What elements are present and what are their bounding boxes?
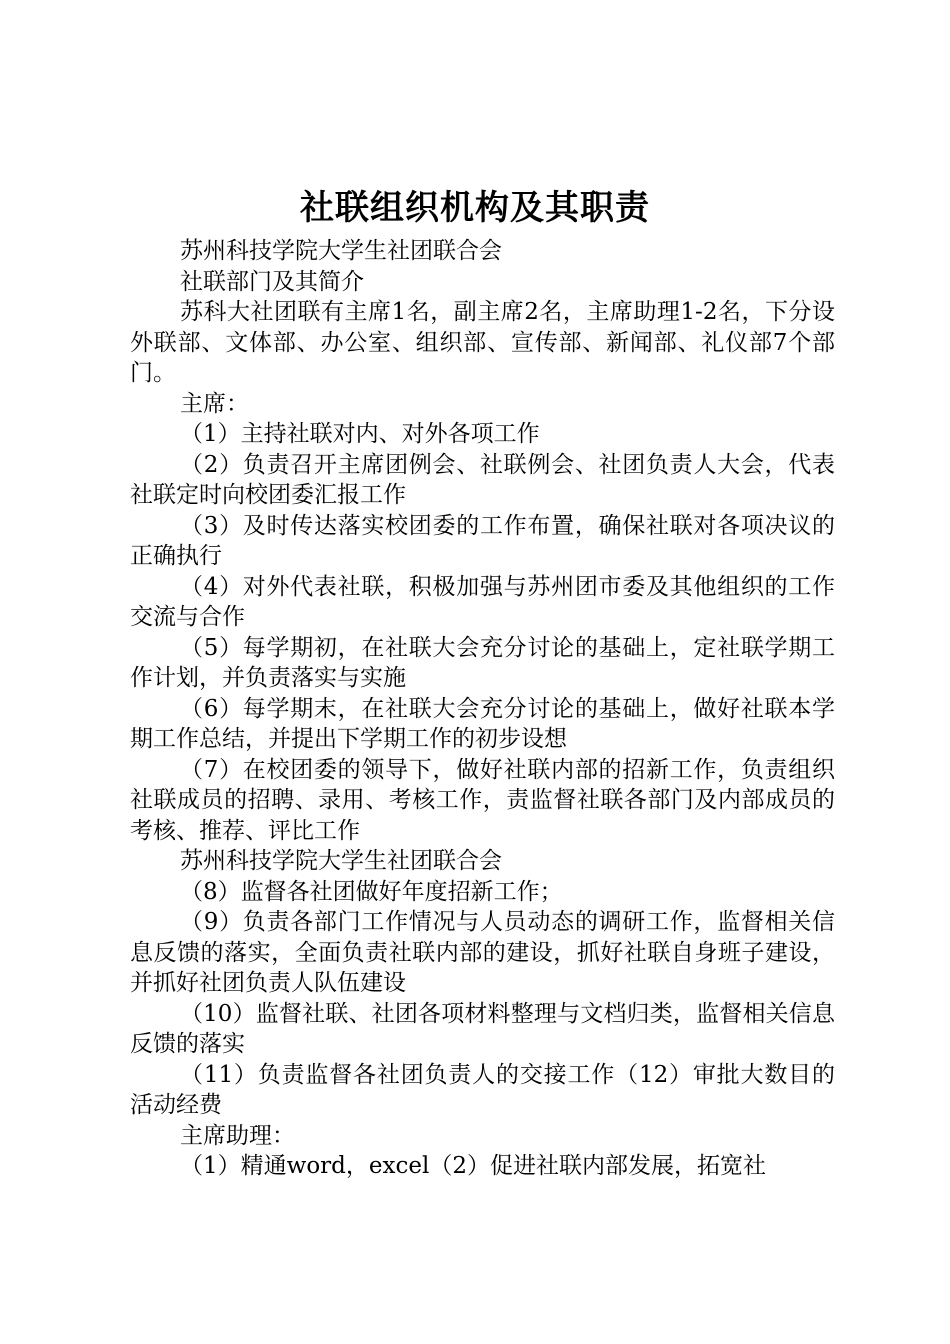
paragraph-chair-heading: 主席： [180, 390, 249, 417]
paragraph-duty-4: （4）对外代表社联，积极加强与苏州团市委及其他组织的工作交流与合作 [130, 573, 835, 630]
paragraph-duty-10: （10）监督社联、社团各项材料整理与文档归类，监督相关信息反馈的落实 [130, 1000, 835, 1057]
paragraph-duty-2: （2）负责召开主席团例会、社联例会、社团负责人大会，代表社联定时向校团委汇报工作 [130, 451, 835, 508]
paragraph-duty-6: （6）每学期末，在社联大会充分讨论的基础上，做好社联本学期工作总结，并提出下学期工作的初步设想 [130, 695, 835, 752]
paragraph-assistant-heading: 主席助理： [180, 1122, 295, 1149]
paragraph-duty-9: （9）负责各部门工作情况与人员动态的调研工作，监督相关信息反馈的落实，全面负责社联内部的建设，抓好社联自身班子建设，并抓好社团负责人队伍建设 [130, 909, 835, 996]
paragraph-duty-7: （7）在校团委的领导下，做好社联内部的招新工作，负责组织社联成员的招聘、录用、考核工作，责监督社联各部门及内部成员的考核、推荐、评比工作 [130, 756, 835, 844]
document-body [130, 236, 835, 1182]
paragraph-duty-3: （3）及时传达落实校团委的工作布置，确保社联对各项决议的正确执行 [130, 512, 835, 569]
paragraph-duty-5: （5）每学期初，在社联大会充分讨论的基础上，定社联学期工作计划，并负责落实与实施 [130, 634, 835, 691]
paragraph-org-name: 苏州科技学院大学生社团联合会 [180, 238, 502, 264]
document-title: 社联组织机构及其职责 [300, 188, 650, 228]
paragraph-intro: 苏科大社团联有主席1名，副主席2名，主席助理1-2名，下分设外联部、文体部、办公室、组织部、宣传部、新闻部、礼仪部7个部门。 [130, 299, 835, 386]
paragraph-duty-8: （8）监督各社团做好年度招新工作； [180, 878, 563, 905]
paragraph-duty-1: （1）主持社联对内、对外各项工作 [180, 421, 540, 447]
paragraph-duty-11-12: （11）负责监督各社团负责人的交接工作（12）审批大数目的活动经费 [130, 1061, 835, 1118]
paragraph-section-heading: 社联部门及其简介 [180, 268, 364, 295]
paragraph-assistant-duty: （1）精通word，excel（2）促进社联内部发展，拓宽社 [180, 1153, 766, 1179]
paragraph-org-name-repeat: 苏州科技学院大学生社团联合会 [180, 848, 502, 874]
